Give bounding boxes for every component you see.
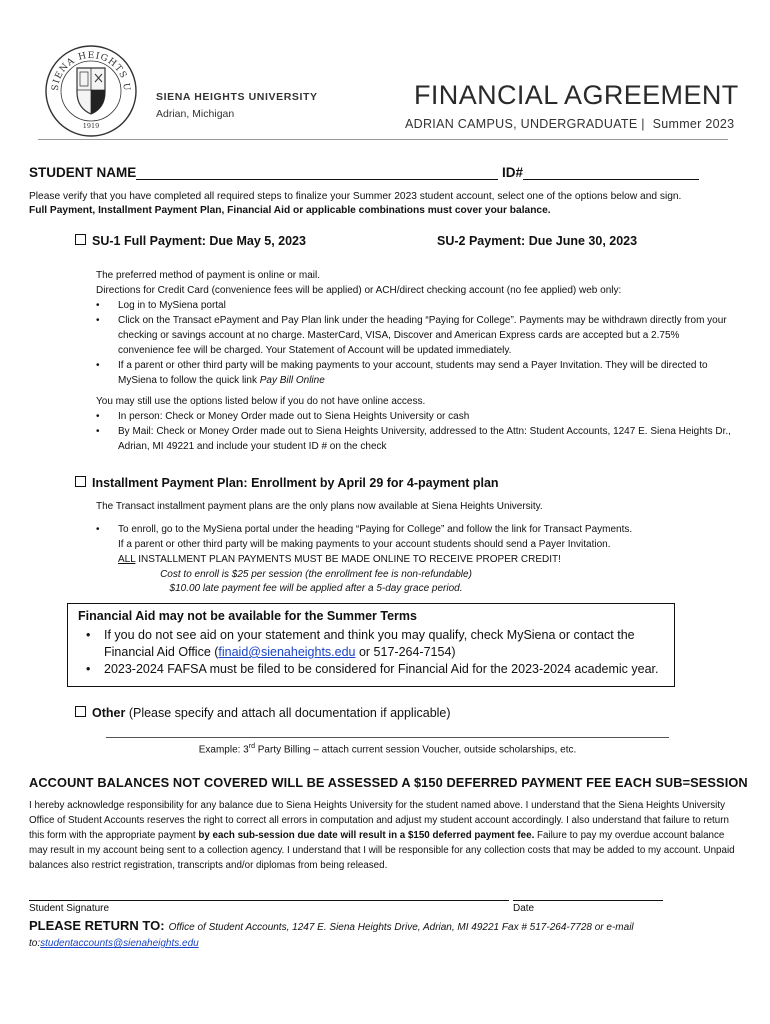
document-title: FINANCIAL AGREEMENT: [414, 80, 739, 110]
student-name-label: STUDENT NAME: [29, 165, 137, 180]
document-subtitle: [405, 117, 734, 131]
payer-invite-text: If a parent or other third party will be making payments to your account, students may send a Payer Invitation. They will be directed to MySiena to follow the quick link: [118, 360, 708, 386]
full-payment-checkbox[interactable]: [75, 234, 86, 245]
installment-plan-heading: Installment Payment Plan: Enrollment by April 29 for 4-payment plan: [92, 476, 499, 490]
list-item: [78, 627, 664, 661]
list-item: • Click on the Transact ePayment and Pay Plan link under the heading “Paying for College”. Payments may be withdrawn directly from your checking or savings account at no charge. MasterCard, VISA, Discover and American Express cards are accepted but a 2.75% convenience fee will be charged. Your Statement of Account will be updated immediately.: [96, 313, 738, 358]
other-option[interactable]: [75, 706, 451, 720]
online-steps-list: [96, 298, 738, 388]
su2-due-label: SU-2 Payment: Due June 30, 2023: [437, 234, 638, 248]
installment-fees: [96, 568, 536, 596]
installment-plans-text: The Transact installment payment plans are the only plans now available at Siena Heights University.: [96, 501, 543, 512]
student-id-label: ID#: [502, 165, 524, 180]
financial-aid-list: [78, 627, 664, 678]
financial-aid-notice-box: [67, 603, 675, 687]
full-payment-option[interactable]: [75, 234, 306, 248]
seal-year: 1919: [82, 122, 100, 130]
header-divider: [38, 139, 728, 140]
account-balance-heading: ACCOUNT BALANCES NOT COVERED WILL BE ASSESSED A $150 DEFERRED PAYMENT FEE EACH SUB=SESSION: [29, 775, 748, 790]
installment-online-notice: [96, 552, 738, 567]
installment-steps-list: [96, 522, 738, 537]
finaid-email-link[interactable]: finaid@sienaheights.edu: [218, 645, 356, 659]
list-item: [96, 358, 738, 388]
other-instructions: (Please specify and attach all documentation if applicable): [125, 706, 451, 720]
student-name-field[interactable]: [136, 166, 498, 180]
payment-preferred-text: The preferred method of payment is online or mail.: [96, 270, 320, 281]
intro-text: [29, 190, 744, 218]
financial-aid-heading: Financial Aid may not be available for the Summer Terms: [78, 609, 417, 623]
university-name: SIENA HEIGHTS UNIVERSITY: [156, 91, 318, 103]
university-seal-logo: [44, 44, 138, 138]
offline-options-list: [96, 409, 738, 454]
ack-text-part-1: I hereby acknowledge responsibility for any balance due to Siena Heights University for the student named above. I understand that the Siena Heights University Office of Student Accounts reserves the right to correct all errors in computation and adjust my student account accordingly. I also understand that failure to return this form with the appropriate payment: [29, 800, 729, 841]
offline-options-text: You may still use the options listed below if you do not have online access.: [96, 396, 426, 407]
ack-text-part-2: Failure to pay my overdue account balance may result in my account being sent to a collection agency. I understand that I will be responsible for any collection costs that may be added to my account. Unpaid balances also restrict registration, transcripts and/or diplomas from being released.: [29, 830, 735, 871]
aid-contact-text: If you do not see aid on your statement and think you may qualify, check MySiena or contact the Financial Aid Office (: [104, 628, 635, 659]
installment-plan-option[interactable]: [75, 476, 499, 490]
student-accounts-email-link[interactable]: studentaccounts@sienaheights.edu: [40, 938, 199, 949]
list-item: • By Mail: Check or Money Order made out to Siena Heights University, addressed to the Attn: Student Accounts, 1247 E. Siena Heights Dr., Adrian, MI 49221 and include your student ID # on the check: [96, 424, 738, 454]
list-item: • In person: Check or Money Order made out to Siena Heights University or cash: [96, 409, 738, 424]
return-label: PLEASE RETURN TO:: [29, 918, 165, 933]
installment-details: [96, 499, 738, 567]
intro-line-1: Please verify that you have completed all required steps to finalize your Summer 2023 student account, select one of the options below and sign.: [29, 191, 682, 202]
list-item: • 2023-2024 FAFSA must be filed to be considered for Financial Aid for the 2023-2024 academic year.: [78, 661, 664, 678]
term-label: Summer 2023: [652, 117, 735, 131]
pay-bill-online-link-text: Pay Bill Online: [259, 375, 325, 386]
date-field[interactable]: [513, 900, 663, 901]
example-superscript: rd: [248, 743, 255, 750]
return-instructions: [29, 918, 729, 952]
enroll-fee-text: Cost to enroll is $25 per session (the enrollment fee is non-refundable): [160, 569, 472, 580]
acknowledgement-text: [29, 798, 744, 873]
list-item: • To enroll, go to the MySiena portal under the heading “Paying for College” and follow the link for Transact Payments.: [96, 522, 738, 537]
other-checkbox[interactable]: [75, 706, 86, 717]
other-specify-field[interactable]: [106, 737, 669, 738]
all-emphasis: ALL: [118, 554, 136, 565]
campus-label: ADRIAN CAMPUS, UNDERGRADUATE |: [405, 117, 645, 131]
installment-plan-checkbox[interactable]: [75, 476, 86, 487]
return-address: Office of Student Accounts, 1247 E. Siena Heights Drive, Adrian, MI 49221 Fax # 517-264-7728 or e-mail to:: [29, 922, 634, 949]
university-location: Adrian, Michigan: [156, 108, 235, 120]
installment-payer-text: If a parent or other third party will be making payments to your account students should send a Payer Invitation.: [118, 539, 611, 550]
late-fee-text: $10.00 late payment fee will be applied after a 5-day grace period.: [169, 583, 463, 594]
su1-due-label: SU-1 Full Payment: Due May 5, 2023: [92, 234, 306, 248]
seal-text-top: SIENA HEIGHTS U: [50, 50, 132, 93]
signature-label: Student Signature: [29, 903, 110, 914]
ack-text-bold: by each sub-session due date will result in a $150 deferred payment fee.: [198, 830, 535, 841]
other-label: Other: [92, 706, 126, 720]
example-prefix: Example: 3: [198, 744, 249, 756]
example-suffix: Party Billing – attach current session Voucher, outside scholarships, etc.: [254, 744, 577, 756]
online-credit-text: INSTALLMENT PLAN PAYMENTS MUST BE MADE ONLINE TO RECEIVE PROPER CREDIT!: [135, 554, 561, 565]
payment-directions-text: Directions for Credit Card (convenience fees will be applied) or ACH/direct checking account (no fee applied) web only:: [96, 285, 622, 296]
aid-phone-text: or 517-264-7154): [355, 645, 456, 659]
date-label: Date: [513, 903, 535, 914]
signature-field[interactable]: [29, 900, 509, 901]
student-id-field[interactable]: [523, 166, 699, 180]
full-payment-details: [96, 268, 738, 454]
other-example-text: [106, 743, 669, 755]
list-item: • Log in to MySiena portal: [96, 298, 738, 313]
intro-line-2: Full Payment, Installment Payment Plan, Financial Aid or applicable combinations must cover your balance.: [29, 205, 551, 216]
student-info-row: [29, 165, 699, 180]
